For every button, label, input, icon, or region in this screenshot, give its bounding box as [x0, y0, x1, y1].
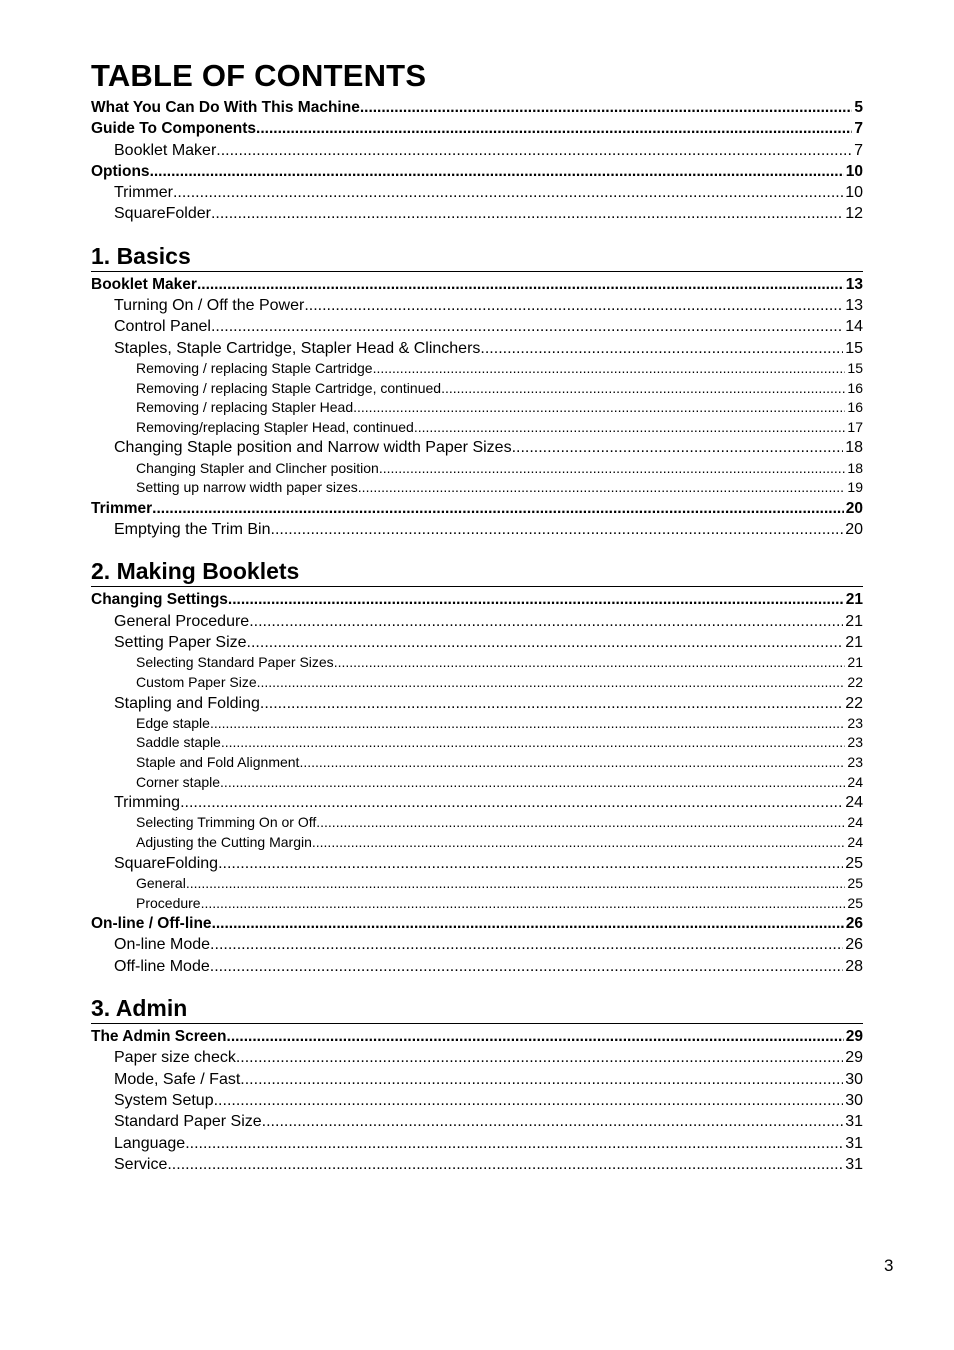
- dot-leader: [201, 894, 846, 914]
- toc-entry-title: System Setup: [114, 1091, 214, 1109]
- dot-leader: [414, 418, 846, 438]
- toc-entry[interactable]: [91, 853, 863, 874]
- toc-entry[interactable]: [91, 753, 863, 773]
- toc-entry-page: 28: [845, 957, 863, 975]
- dot-leader: [173, 182, 843, 203]
- dot-leader: [214, 1090, 844, 1111]
- toc-entry[interactable]: [91, 813, 863, 833]
- toc-entry-page: 14: [845, 318, 863, 336]
- toc-entry-page: 13: [845, 275, 863, 293]
- toc-entry-title: Procedure: [136, 894, 201, 911]
- dot-leader: [316, 813, 845, 833]
- toc-entry-title: Off-line Mode: [114, 957, 210, 975]
- toc-entry-title: On-line Mode: [114, 936, 211, 954]
- toc-entry-page: 20: [845, 499, 863, 517]
- toc-entry[interactable]: [91, 478, 863, 498]
- toc-entry-page: 12: [845, 205, 863, 223]
- dot-leader: [152, 498, 844, 519]
- dot-leader: [256, 118, 852, 139]
- toc-entry-page: 25: [845, 854, 863, 872]
- toc-entry-page: 5: [854, 99, 863, 116]
- toc-entry-page: 30: [845, 1070, 863, 1088]
- dot-leader: [379, 459, 846, 479]
- dot-leader: [512, 437, 844, 458]
- toc-entry[interactable]: [91, 733, 863, 753]
- toc-entry-title: Emptying the Trim Bin: [114, 521, 271, 539]
- toc-entry[interactable]: [91, 418, 863, 438]
- dot-leader: [210, 934, 843, 955]
- toc-entry[interactable]: [91, 1133, 863, 1154]
- toc-entry-page: 29: [845, 1049, 863, 1067]
- toc-entry[interactable]: [91, 437, 863, 458]
- toc-entry-page: 13: [845, 297, 863, 315]
- toc-entry[interactable]: [91, 673, 863, 693]
- toc-entry-page: 25: [847, 874, 863, 891]
- toc-entry[interactable]: [91, 398, 863, 418]
- toc-entry[interactable]: [91, 956, 863, 977]
- toc-page: [91, 58, 863, 1175]
- toc-entry-title: Selecting Standard Paper Sizes: [136, 654, 334, 671]
- dot-leader: [220, 773, 845, 793]
- toc-entry-page: 7: [854, 120, 863, 138]
- toc-entry-title: Trimmer: [114, 184, 173, 202]
- dot-leader: [216, 140, 852, 161]
- dot-leader: [236, 1047, 843, 1068]
- toc-front-list: [91, 97, 863, 225]
- page-number: 3: [884, 1256, 894, 1275]
- toc-entry[interactable]: [91, 140, 863, 161]
- dot-leader: [240, 1069, 843, 1090]
- toc-entry-title: Setting Paper Size: [114, 634, 247, 652]
- toc-entry[interactable]: [91, 379, 863, 399]
- toc-entry[interactable]: [91, 693, 863, 714]
- toc-entry-page: 25: [847, 894, 863, 911]
- dot-leader: [197, 274, 844, 295]
- section-heading: 2. Making Booklets: [91, 557, 863, 587]
- toc-entry[interactable]: [91, 934, 863, 955]
- toc-entry[interactable]: [91, 338, 863, 359]
- toc-entry-page: 20: [845, 521, 863, 539]
- toc-entry-page: 10: [845, 184, 863, 202]
- toc-entry[interactable]: [91, 182, 863, 203]
- dot-leader: [210, 956, 843, 977]
- toc-entry[interactable]: [91, 913, 863, 934]
- toc-entry[interactable]: [91, 653, 863, 673]
- toc-entry-page: 17: [847, 418, 863, 435]
- dot-leader: [260, 693, 843, 714]
- toc-entry[interactable]: [91, 295, 863, 316]
- dot-leader: [299, 753, 845, 773]
- toc-entry-title: Staple and Fold Alignment: [136, 753, 300, 770]
- toc-entry-title: Guide To Components: [91, 120, 257, 138]
- toc-entry-title: General Procedure: [114, 612, 250, 630]
- toc-entry-page: 16: [847, 379, 863, 396]
- toc-entry-page: 18: [845, 439, 863, 457]
- toc-entry[interactable]: [91, 611, 863, 632]
- dot-leader: [186, 874, 846, 894]
- toc-entry-page: 24: [847, 814, 863, 831]
- toc-entry[interactable]: [91, 894, 863, 914]
- toc-section: [91, 994, 863, 1175]
- toc-entry-page: 22: [845, 694, 863, 712]
- toc-entry-title: Paper size check: [114, 1049, 236, 1067]
- toc-entry-page: 24: [847, 834, 863, 851]
- toc-entry-title: Setting up narrow width paper sizes: [136, 479, 358, 496]
- dot-leader: [228, 589, 844, 610]
- toc-entry-title: Booklet Maker: [114, 141, 217, 159]
- toc-entry-page: 26: [845, 915, 863, 933]
- toc-entry-page: 19: [847, 479, 863, 496]
- toc-entry-title: On-line / Off-line: [91, 915, 212, 933]
- dot-leader: [247, 632, 844, 653]
- toc-entry-page: 10: [845, 162, 863, 180]
- toc-entry[interactable]: [91, 792, 863, 813]
- toc-entry[interactable]: [91, 589, 863, 610]
- dot-leader: [334, 653, 846, 673]
- toc-entry-page: 31: [845, 1113, 863, 1131]
- toc-entry-title: SquareFolder: [114, 205, 211, 223]
- page-title: TABLE OF CONTENTS: [91, 58, 427, 93]
- toc-entry-page: 23: [847, 714, 863, 731]
- dot-leader: [150, 161, 844, 182]
- dot-leader: [271, 519, 844, 540]
- toc-entry-page: 29: [845, 1028, 863, 1046]
- toc-entry[interactable]: [91, 1047, 863, 1068]
- dot-leader: [218, 853, 843, 874]
- toc-entry-title: Removing / replacing Stapler Head: [136, 399, 354, 416]
- toc-entry[interactable]: [91, 118, 863, 139]
- dot-leader: [180, 792, 843, 813]
- dot-leader: [221, 733, 846, 753]
- toc-entry-title: Custom Paper Size: [136, 673, 257, 690]
- toc-entry-title: Adjusting the Cutting Margin: [136, 834, 312, 851]
- dot-leader: [373, 359, 846, 379]
- toc-entry[interactable]: [91, 316, 863, 337]
- toc-entry-title: Corner staple: [136, 773, 221, 790]
- toc-entry[interactable]: [91, 459, 863, 479]
- toc-entry[interactable]: [91, 274, 863, 295]
- toc-entry-page: 23: [847, 753, 863, 770]
- toc-entry-title: Booklet Maker: [91, 275, 197, 293]
- toc-entry[interactable]: [91, 161, 863, 182]
- toc-entry-page: 21: [845, 612, 863, 630]
- toc-entry-title: Staples, Staple Cartridge, Stapler Head & Clinchers: [114, 339, 481, 357]
- section-heading: 1. Basics: [91, 242, 863, 272]
- toc-entry-page: 7: [854, 141, 863, 159]
- dot-leader: [358, 478, 846, 498]
- toc-entry-title: SquareFolding: [114, 854, 219, 872]
- toc-entry-page: 24: [847, 773, 863, 790]
- dot-leader: [353, 398, 845, 418]
- dot-leader: [441, 379, 845, 399]
- section-heading: 3. Admin: [91, 994, 863, 1024]
- toc-entry-title: Turning On / Off the Power: [114, 297, 305, 315]
- toc-entry-title: Trimmer: [91, 499, 153, 517]
- toc-entry[interactable]: [91, 874, 863, 894]
- toc-entry-page: 15: [845, 339, 863, 357]
- toc-entry-page: 18: [847, 459, 863, 476]
- toc-entry[interactable]: [91, 498, 863, 519]
- toc-entry[interactable]: [91, 1069, 863, 1090]
- toc-entry-page: 15: [847, 359, 863, 376]
- dot-leader: [227, 1026, 844, 1047]
- dot-leader: [360, 97, 853, 118]
- toc-entry-page: 23: [847, 734, 863, 751]
- toc-entry-title: Changing Staple position and Narrow width Paper Sizes: [114, 439, 512, 457]
- dot-leader: [211, 203, 843, 224]
- toc-entry-title: Changing Settings: [91, 591, 228, 609]
- toc-entry-page: 31: [845, 1134, 863, 1152]
- toc-entry-title: Saddle staple: [136, 734, 221, 751]
- toc-sections: [91, 242, 863, 1175]
- toc-entry-title: Language: [114, 1134, 186, 1152]
- toc-entry-page: 24: [845, 794, 863, 812]
- toc-entry-title: What You Can Do With This Machine: [91, 99, 360, 116]
- toc-entry-page: 26: [845, 936, 863, 954]
- toc-section: [91, 242, 863, 541]
- toc-entry-page: 21: [845, 634, 863, 652]
- dot-leader: [262, 1111, 844, 1132]
- toc-entry-page: 16: [847, 399, 863, 416]
- toc-entry-title: Options: [91, 162, 150, 180]
- toc-entry[interactable]: [91, 1154, 863, 1175]
- dot-leader: [167, 1154, 843, 1175]
- toc-entry-page: 21: [847, 654, 863, 671]
- toc-entry[interactable]: [91, 359, 863, 379]
- dot-leader: [304, 295, 843, 316]
- toc-entry-title: The Admin Screen: [91, 1028, 227, 1046]
- toc-entry[interactable]: [91, 1026, 863, 1047]
- toc-entry-title: Removing / replacing Staple Cartridge, continued: [136, 379, 442, 396]
- toc-entry[interactable]: [91, 1111, 863, 1132]
- dot-leader: [185, 1133, 843, 1154]
- dot-leader: [257, 673, 846, 693]
- toc-entry-title: Mode, Safe / Fast: [114, 1070, 241, 1088]
- toc-entry-title: General: [136, 874, 186, 891]
- toc-section: [91, 557, 863, 977]
- toc-entry-page: 30: [845, 1091, 863, 1109]
- dot-leader: [249, 611, 843, 632]
- toc-entry-page: 21: [845, 591, 863, 609]
- toc-entry-title: Standard Paper Size: [114, 1113, 262, 1131]
- toc-entry-title: Trimming: [114, 794, 181, 812]
- toc-entry-title: Removing/replacing Stapler Head, continued: [136, 418, 414, 435]
- toc-entry-page: 22: [847, 673, 863, 690]
- toc-entry-title: Selecting Trimming On or Off: [136, 814, 317, 831]
- toc-entry-title: Service: [114, 1155, 168, 1173]
- toc-entry[interactable]: [91, 1090, 863, 1111]
- toc-entry[interactable]: [91, 97, 863, 118]
- toc-entry-title: Removing / replacing Staple Cartridge: [136, 359, 373, 376]
- dot-leader: [312, 833, 846, 853]
- dot-leader: [212, 913, 844, 934]
- dot-leader: [210, 714, 845, 734]
- toc-entry[interactable]: [91, 519, 863, 540]
- toc-entry-title: Stapling and Folding: [114, 694, 260, 712]
- dot-leader: [480, 338, 843, 359]
- toc-entry-title: Changing Stapler and Clincher position: [136, 459, 379, 476]
- toc-entry[interactable]: [91, 773, 863, 793]
- toc-entry-title: Control Panel: [114, 318, 211, 336]
- toc-entry-page: 31: [845, 1155, 863, 1173]
- toc-entry[interactable]: [91, 714, 863, 734]
- toc-entry-title: Edge staple: [136, 714, 210, 731]
- toc-entry[interactable]: [91, 632, 863, 653]
- toc-entry[interactable]: [91, 203, 863, 224]
- dot-leader: [211, 316, 843, 337]
- toc-entry[interactable]: [91, 833, 863, 853]
